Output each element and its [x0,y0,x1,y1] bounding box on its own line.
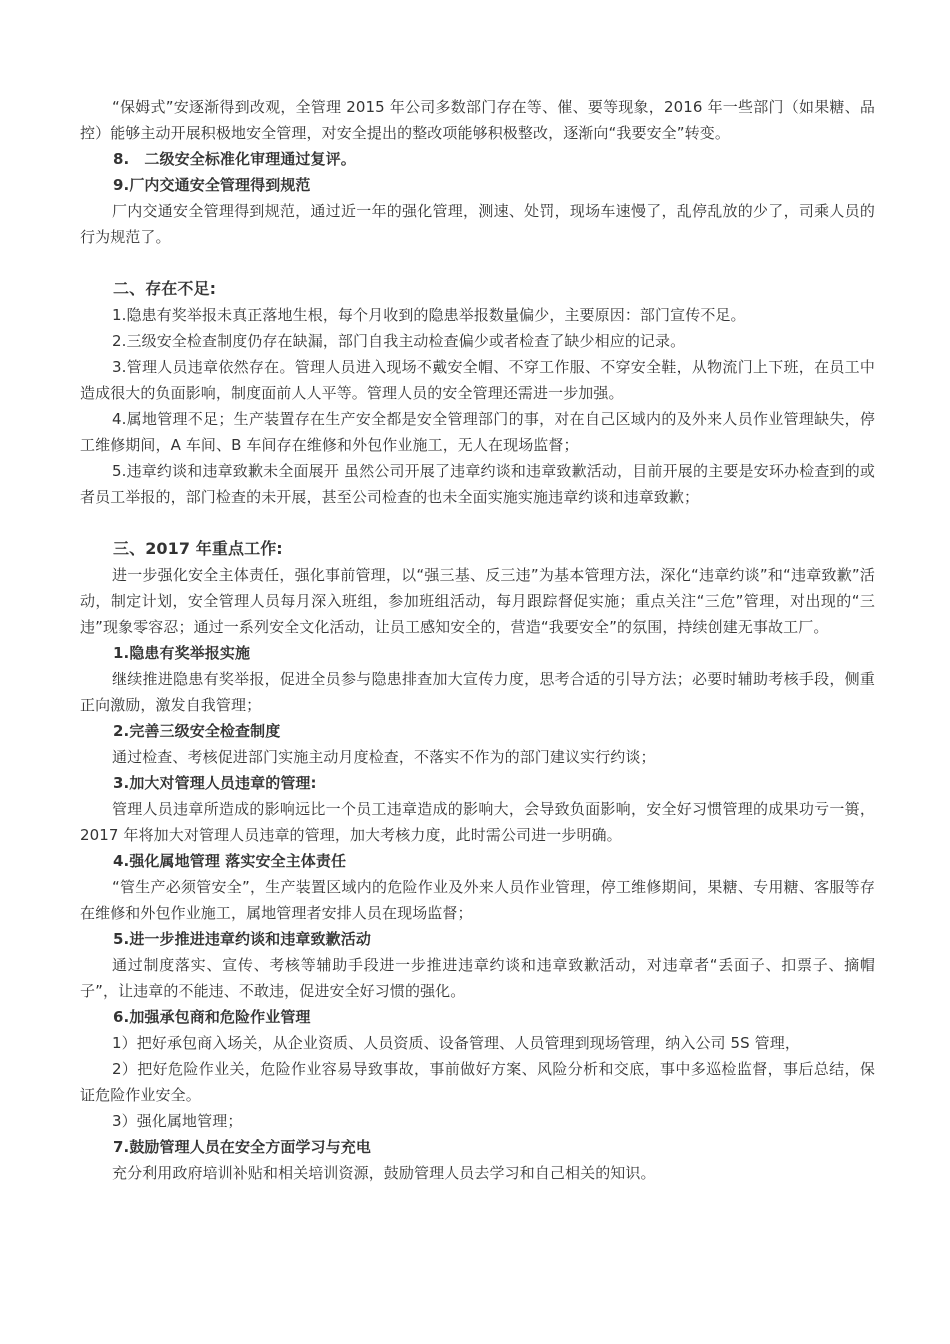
shortcoming-item-4: 4.属地管理不足；生产装置存在生产安全都是安全管理部门的事，对在自己区域内的及外来人员作业管理缺失，停工维修期间，A 车间、B 车间存在维修和外包作业施工，无人在现场监督； [80,410,875,454]
key-work-paragraph-1: 继续推进隐患有奖举报，促进全员参与隐患排查加大宣传力度，思考合适的引导方法；必要时辅助考核手段，侧重正向激励，激发自我管理； [80,670,875,714]
key-work-heading-3: 3.加大对管理人员违章的管理: [113,774,317,792]
shortcoming-item-5: 5.违章约谈和违章致歉未全面展开 虽然公司开展了违章约谈和违章致歉活动，目前开展的主要是安环办检查到的或者员工举报的，部门检查的未开展，甚至公司检查的也未全面实施实施违章约谈和违章致歉； [80,462,875,506]
key-work-paragraph-3: 管理人员违章所造成的影响远比一个员工违章造成的影响大，会导致负面影响，安全好习惯管理的成果功亏一篑，2017 年将加大对管理人员违章的管理，加大考核力度，此时需公司进一步明确。 [80,800,875,844]
key-work-paragraph-4: “管生产必须管安全”，生产装置区域内的危险作业及外来人员作业管理，停工维修期间，果糖、专用糖、客服等存在维修和外包作业施工，属地管理者安排人员在现场监督； [80,878,875,922]
key-work-heading-6: 6.加强承包商和危险作业管理 [113,1008,311,1026]
heading-item-9: 9.厂内交通安全管理得到规范 [113,176,311,194]
intro-paragraph: “保姆式”安逐渐得到改观，全管理 2015 年公司多数部门存在等、催、要等现象，2016 年一些部门（如果糖、品控）能够主动开展积极地安全管理，对安全提出的整改项能够积极整改，逐渐向“我要安全”转变。 [80,98,875,142]
section-title-shortcomings: 二、存在不足: [113,279,217,298]
shortcoming-item-3: 3.管理人员违章依然存在。管理人员进入现场不戴安全帽、不穿工作服、不穿安全鞋，从物流门上下班，在员工中造成很大的负面影响，制度面前人人平等。管理人员的安全管理还需进一步加强。 [80,358,875,402]
key-work-paragraph-6a: 1）把好承包商入场关，从企业资质、人员资质、设备管理、人员管理到现场管理，纳入公司 5S 管理， [112,1034,800,1052]
key-work-paragraph-7: 充分利用政府培训补贴和相关培训资源，鼓励管理人员去学习和自己相关的知识。 [112,1164,656,1182]
paragraph-item-9: 厂内交通安全管理得到规范，通过近一年的强化管理，测速、处罚，现场车速慢了，乱停乱放的少了，司乘人员的行为规范了。 [80,202,875,246]
key-work-heading-2: 2.完善三级安全检查制度 [113,722,281,740]
key-work-intro: 进一步强化安全主体责任，强化事前管理，以“强三基、反三违”为基本管理方法，深化“违章约谈”和“违章致歉”活动，制定计划，安全管理人员每月深入班组，参加班组活动，每月跟踪督促实施；重点关注“三危”管理，对出现的“三违”现象零容忍；通过一系列安全文化活动，让员工感知安全的，营造“我要安全”的氛围，持续创建无事故工厂。 [80,566,875,636]
document-page [80,94,875,1186]
key-work-heading-5: 5.进一步推进违章约谈和违章致歉活动 [113,930,371,948]
key-work-heading-7: 7.鼓励管理人员在安全方面学习与充电 [113,1138,371,1156]
key-work-paragraph-5: 通过制度落实、宣传、考核等辅助手段进一步推进违章约谈和违章致歉活动，对违章者“丢面子、扣票子、摘帽子”，让违章的不能违、不敢违，促进安全好习惯的强化。 [80,956,875,1000]
heading-item-8: 8. 二级安全标准化审理通过复评。 [113,150,356,168]
shortcoming-item-1: 1.隐患有奖举报未真正落地生根，每个月收到的隐患举报数量偏少，主要原因：部门宣传不足。 [112,306,746,324]
key-work-paragraph-6b: 2）把好危险作业关，危险作业容易导致事故，事前做好方案、风险分析和交底，事中多巡检监督，事后总结，保证危险作业安全。 [80,1060,875,1104]
key-work-paragraph-2: 通过检查、考核促进部门实施主动月度检查，不落实不作为的部门建议实行约谈； [112,748,656,766]
key-work-heading-4: 4.强化属地管理 落实安全主体责任 [113,852,347,870]
section-title-key-work: 三、2017 年重点工作: [113,539,283,558]
spacer [80,510,875,536]
key-work-heading-1: 1.隐患有奖举报实施 [113,644,251,662]
shortcoming-item-2: 2.三级安全检查制度仍存在缺漏，部门自我主动检查偏少或者检查了缺少相应的记录。 [112,332,686,350]
spacer [80,250,875,276]
key-work-paragraph-6c: 3）强化属地管理； [112,1112,243,1130]
